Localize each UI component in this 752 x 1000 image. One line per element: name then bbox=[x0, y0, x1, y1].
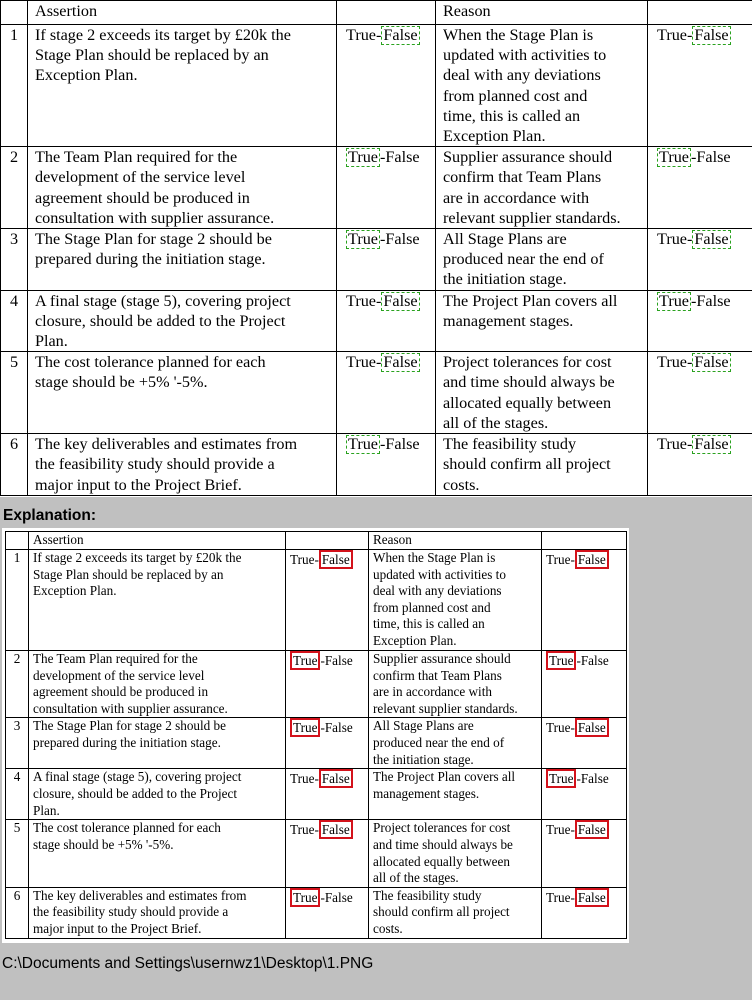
assertion-text-line: closure, should be added to the Project bbox=[35, 311, 286, 330]
reason-true-false bbox=[648, 147, 752, 229]
row-number: 3 bbox=[6, 718, 29, 769]
option-separator: - bbox=[570, 720, 575, 736]
true-option-marked: True bbox=[348, 435, 378, 454]
reason-text bbox=[369, 651, 542, 718]
false-option: False bbox=[324, 720, 353, 736]
assertion-text-line: The Team Plan required for the bbox=[35, 148, 238, 167]
reason-true-false bbox=[542, 550, 627, 651]
reason-text-line: confirm that Team Plans bbox=[373, 667, 502, 683]
assertion-text-line: closure, should be added to the Project bbox=[33, 785, 237, 801]
assertion-text-line: major input to the Project Brief. bbox=[35, 475, 242, 494]
assertion-text-line: The cost tolerance planned for each bbox=[35, 353, 266, 372]
reason-text-line: Supplier assurance should bbox=[443, 148, 613, 167]
true-option: True bbox=[346, 353, 376, 372]
assertion-text-line: The key deliverables and estimates from bbox=[35, 435, 298, 454]
assertion-text bbox=[29, 769, 286, 820]
table-row bbox=[6, 718, 627, 769]
row-number: 4 bbox=[1, 290, 28, 352]
option-separator: - bbox=[570, 889, 575, 905]
table-row bbox=[1, 147, 752, 229]
table-row bbox=[1, 434, 752, 496]
assertion-text-line: A final stage (stage 5), covering project bbox=[33, 769, 242, 785]
true-option: True bbox=[546, 552, 571, 567]
reason-text-line: allocated equally between bbox=[443, 393, 612, 412]
header-num bbox=[6, 532, 29, 550]
assertion-text-line: The Stage Plan for stage 2 should be bbox=[33, 718, 227, 734]
option-separator: - bbox=[576, 771, 581, 787]
reason-text-line: from planned cost and bbox=[373, 599, 491, 615]
true-option-marked: True bbox=[348, 148, 378, 167]
true-option: True bbox=[657, 435, 687, 454]
assertion-true-false bbox=[337, 25, 436, 147]
assertion-text-line: development of the service level bbox=[35, 168, 246, 187]
false-option-marked: False bbox=[575, 820, 609, 839]
assertion-text bbox=[29, 651, 286, 718]
option-separator: - bbox=[376, 291, 382, 310]
assertion-text-line: stage should be +5% '-5%. bbox=[35, 373, 208, 392]
reason-text-line: All Stage Plans are bbox=[373, 718, 474, 734]
reason-true-false bbox=[648, 25, 752, 147]
false-option-marked: False bbox=[575, 888, 609, 907]
explanation-table bbox=[5, 531, 627, 939]
assertion-text-line: the feasibility study should provide a bbox=[35, 455, 275, 474]
reason-text bbox=[436, 352, 648, 434]
false-option-marked: False bbox=[575, 718, 609, 737]
reason-text-line: When the Stage Plan is bbox=[373, 550, 496, 565]
option-separator: - bbox=[691, 291, 697, 310]
option-separator: - bbox=[570, 552, 575, 567]
reason-text-line: management stages. bbox=[443, 311, 574, 330]
false-option-marked: False bbox=[575, 550, 609, 569]
false-option: False bbox=[696, 148, 731, 167]
reason-text-line: Supplier assurance should bbox=[373, 651, 511, 666]
assertion-text bbox=[28, 229, 337, 291]
assertion-text-line: The key deliverables and estimates from bbox=[33, 887, 247, 903]
reason-text-line: The feasibility study bbox=[373, 887, 482, 903]
reason-text-line: time, this is called an bbox=[443, 106, 581, 125]
header-row bbox=[6, 532, 627, 550]
reason-text-line: produced near the end of bbox=[373, 734, 505, 750]
file-path: C:\Documents and Settings\usernwz1\Desktop\1.PNG bbox=[2, 955, 374, 972]
header-verdict-2 bbox=[542, 532, 627, 550]
true-option: True bbox=[290, 822, 315, 838]
assertion-text bbox=[28, 434, 337, 496]
header-verdict bbox=[337, 1, 436, 25]
true-option-marked: True bbox=[546, 651, 576, 670]
header-reason: Reason bbox=[436, 1, 648, 25]
reason-text bbox=[436, 290, 648, 352]
reason-text bbox=[436, 434, 648, 496]
assertion-text-line: Stage Plan should be replaced by an bbox=[35, 46, 269, 65]
false-option-marked: False bbox=[694, 26, 729, 44]
row-number: 6 bbox=[6, 887, 29, 938]
assertion-text bbox=[28, 147, 337, 229]
true-option: True bbox=[546, 889, 571, 905]
reason-text-line: produced near the end of bbox=[443, 250, 604, 269]
assertion-true-false bbox=[286, 550, 369, 651]
true-option: True bbox=[290, 771, 315, 787]
false-option: False bbox=[324, 889, 353, 905]
header-reason: Reason bbox=[369, 532, 542, 550]
true-option-marked: True bbox=[290, 718, 320, 737]
reason-text-line: are in accordance with bbox=[373, 684, 492, 700]
header-assertion: Assertion bbox=[29, 532, 286, 550]
true-option-marked: True bbox=[659, 291, 689, 310]
option-separator: - bbox=[380, 435, 386, 454]
option-separator: - bbox=[320, 720, 325, 736]
explanation-image bbox=[2, 528, 629, 943]
assertion-true-false bbox=[337, 147, 436, 229]
option-separator: - bbox=[320, 653, 325, 668]
false-option: False bbox=[580, 653, 609, 668]
true-option: True bbox=[657, 353, 687, 372]
assertion-text-line: The cost tolerance planned for each bbox=[33, 820, 221, 836]
reason-text-line: When the Stage Plan is bbox=[443, 26, 594, 44]
option-separator: - bbox=[314, 822, 319, 838]
reason-text-line: from planned cost and bbox=[443, 86, 588, 105]
question-table-panel bbox=[0, 0, 752, 497]
table-row bbox=[1, 290, 752, 352]
assertion-text-line: The Team Plan required for the bbox=[33, 651, 198, 666]
reason-text-line: are in accordance with bbox=[443, 188, 590, 207]
reason-text-line: costs. bbox=[373, 920, 403, 936]
assertion-true-false bbox=[337, 229, 436, 291]
row-number: 2 bbox=[6, 651, 29, 718]
option-separator: - bbox=[380, 230, 386, 249]
reason-text-line: management stages. bbox=[373, 785, 480, 801]
reason-text-line: Exception Plan. bbox=[373, 632, 457, 648]
reason-text-line: updated with activities to bbox=[443, 46, 607, 65]
reason-true-false bbox=[542, 651, 627, 718]
false-option-marked: False bbox=[383, 291, 418, 310]
assertion-text-line: If stage 2 exceeds its target by £20k the bbox=[35, 26, 291, 44]
assertion-true-false bbox=[286, 769, 369, 820]
true-option: True bbox=[657, 230, 687, 249]
row-number: 2 bbox=[1, 147, 28, 229]
assertion-text-line: agreement should be produced in bbox=[35, 188, 250, 207]
assertion-true-false bbox=[337, 290, 436, 352]
false-option-marked: False bbox=[319, 820, 353, 839]
true-option-marked: True bbox=[659, 148, 689, 167]
option-separator: - bbox=[570, 822, 575, 838]
reason-true-false bbox=[542, 887, 627, 938]
reason-text-line: Exception Plan. bbox=[443, 127, 546, 146]
reason-text-line: costs. bbox=[443, 475, 480, 494]
table-row bbox=[6, 820, 627, 887]
false-option-marked: False bbox=[383, 353, 418, 372]
assertion-text-line: stage should be +5% '-5%. bbox=[33, 836, 174, 852]
reason-text-line: allocated equally between bbox=[373, 853, 510, 869]
row-number: 5 bbox=[1, 352, 28, 434]
table-row bbox=[6, 887, 627, 938]
table-row bbox=[1, 229, 752, 291]
reason-text-line: The Project Plan covers all bbox=[373, 769, 516, 785]
reason-text bbox=[369, 550, 542, 651]
option-separator: - bbox=[380, 148, 386, 167]
assertion-text-line: prepared during the initiation stage. bbox=[33, 734, 221, 750]
row-number: 5 bbox=[6, 820, 29, 887]
reason-text-line: the initiation stage. bbox=[443, 270, 567, 289]
reason-true-false bbox=[648, 352, 752, 434]
false-option: False bbox=[385, 230, 420, 249]
assertion-true-false bbox=[286, 718, 369, 769]
assertion-text bbox=[29, 820, 286, 887]
false-option: False bbox=[385, 435, 420, 454]
row-number: 6 bbox=[1, 434, 28, 496]
reason-true-false bbox=[542, 769, 627, 820]
reason-text-line: all of the stages. bbox=[373, 870, 459, 886]
header-assertion: Assertion bbox=[28, 1, 337, 25]
reason-text-line: should confirm all project bbox=[373, 904, 510, 920]
reason-true-false bbox=[648, 290, 752, 352]
reason-true-false bbox=[648, 229, 752, 291]
row-number: 1 bbox=[1, 25, 28, 147]
true-option: True bbox=[290, 552, 315, 567]
reason-true-false bbox=[542, 820, 627, 887]
assertion-text-line: consultation with supplier assurance. bbox=[33, 700, 228, 716]
assertion-true-false bbox=[286, 651, 369, 718]
reason-text-line: time, this is called an bbox=[373, 616, 485, 632]
false-option-marked: False bbox=[383, 26, 418, 44]
header-verdict bbox=[286, 532, 369, 550]
question-table bbox=[0, 0, 752, 496]
assertion-text-line: Plan. bbox=[33, 802, 60, 818]
assertion-text-line: consultation with supplier assurance. bbox=[35, 208, 275, 227]
header-num bbox=[1, 1, 28, 25]
table-row bbox=[6, 550, 627, 651]
table-row bbox=[6, 651, 627, 718]
reason-text-line: deal with any deviations bbox=[443, 66, 601, 85]
option-separator: - bbox=[687, 353, 693, 372]
reason-text-line: updated with activities to bbox=[373, 566, 506, 582]
assertion-text bbox=[28, 25, 337, 147]
assertion-true-false bbox=[286, 820, 369, 887]
reason-text-line: should confirm all project bbox=[443, 455, 611, 474]
reason-text-line: and time should always be bbox=[443, 373, 615, 392]
assertion-true-false bbox=[286, 887, 369, 938]
assertion-text-line: Stage Plan should be replaced by an bbox=[33, 566, 224, 582]
reason-text-line: relevant supplier standards. bbox=[373, 700, 518, 716]
option-separator: - bbox=[687, 26, 693, 44]
option-separator: - bbox=[691, 148, 697, 167]
reason-text-line: Project tolerances for cost bbox=[373, 820, 511, 836]
assertion-text bbox=[28, 290, 337, 352]
reason-text-line: the initiation stage. bbox=[373, 751, 474, 767]
assertion-text bbox=[29, 718, 286, 769]
table-row bbox=[1, 352, 752, 434]
false-option-marked: False bbox=[319, 550, 353, 569]
reason-text bbox=[369, 718, 542, 769]
false-option: False bbox=[580, 771, 609, 787]
false-option: False bbox=[696, 291, 731, 310]
option-separator: - bbox=[687, 435, 693, 454]
row-number: 3 bbox=[1, 229, 28, 291]
reason-text-line: The feasibility study bbox=[443, 435, 577, 454]
assertion-text-line: If stage 2 exceeds its target by £20k the bbox=[33, 550, 242, 565]
reason-true-false bbox=[542, 718, 627, 769]
assertion-text-line: development of the service level bbox=[33, 667, 205, 683]
assertion-text-line: The Stage Plan for stage 2 should be bbox=[35, 230, 272, 249]
reason-text-line: deal with any deviations bbox=[373, 583, 502, 599]
assertion-text-line: Exception Plan. bbox=[33, 583, 117, 599]
reason-text-line: All Stage Plans are bbox=[443, 230, 567, 249]
reason-text bbox=[369, 887, 542, 938]
true-option-marked: True bbox=[290, 888, 320, 907]
reason-text bbox=[369, 769, 542, 820]
option-separator: - bbox=[576, 653, 581, 668]
option-separator: - bbox=[687, 230, 693, 249]
assertion-text-line: prepared during the initiation stage. bbox=[35, 250, 266, 269]
reason-text-line: relevant supplier standards. bbox=[443, 208, 621, 227]
reason-text bbox=[436, 147, 648, 229]
false-option: False bbox=[385, 148, 420, 167]
reason-text-line: The Project Plan covers all bbox=[443, 291, 618, 310]
assertion-text-line: Plan. bbox=[35, 332, 68, 351]
assertion-text-line: the feasibility study should provide a bbox=[33, 904, 229, 920]
option-separator: - bbox=[376, 26, 382, 44]
assertion-text-line: Exception Plan. bbox=[35, 66, 138, 85]
assertion-text bbox=[28, 352, 337, 434]
table-row bbox=[1, 25, 752, 147]
option-separator: - bbox=[376, 353, 382, 372]
true-option-marked: True bbox=[290, 651, 320, 670]
option-separator: - bbox=[314, 552, 319, 567]
header-verdict-2 bbox=[648, 1, 752, 25]
reason-text bbox=[436, 25, 648, 147]
assertion-text bbox=[29, 887, 286, 938]
assertion-true-false bbox=[337, 352, 436, 434]
reason-text-line: Project tolerances for cost bbox=[443, 353, 612, 372]
reason-text bbox=[436, 229, 648, 291]
assertion-text-line: agreement should be produced in bbox=[33, 684, 209, 700]
assertion-text-line: major input to the Project Brief. bbox=[33, 920, 202, 936]
true-option: True bbox=[657, 26, 687, 44]
reason-text bbox=[369, 820, 542, 887]
false-option-marked: False bbox=[694, 353, 729, 372]
true-option: True bbox=[546, 822, 571, 838]
true-option: True bbox=[346, 291, 376, 310]
true-option: True bbox=[346, 26, 376, 44]
table-row bbox=[6, 769, 627, 820]
option-separator: - bbox=[320, 889, 325, 905]
reason-text-line: confirm that Team Plans bbox=[443, 168, 602, 187]
assertion-true-false bbox=[337, 434, 436, 496]
true-option: True bbox=[546, 720, 571, 736]
row-number: 4 bbox=[6, 769, 29, 820]
reason-text-line: all of the stages. bbox=[443, 413, 549, 432]
false-option-marked: False bbox=[319, 769, 353, 788]
false-option: False bbox=[324, 653, 353, 668]
row-number: 1 bbox=[6, 550, 29, 651]
true-option-marked: True bbox=[348, 230, 378, 249]
header-row bbox=[1, 1, 752, 25]
assertion-text bbox=[29, 550, 286, 651]
reason-text-line: and time should always be bbox=[373, 836, 513, 852]
true-option-marked: True bbox=[546, 769, 576, 788]
false-option-marked: False bbox=[694, 230, 729, 249]
reason-true-false bbox=[648, 434, 752, 496]
false-option-marked: False bbox=[694, 435, 729, 454]
option-separator: - bbox=[314, 771, 319, 787]
assertion-text-line: A final stage (stage 5), covering project bbox=[35, 291, 291, 310]
explanation-label: Explanation: bbox=[3, 507, 97, 524]
